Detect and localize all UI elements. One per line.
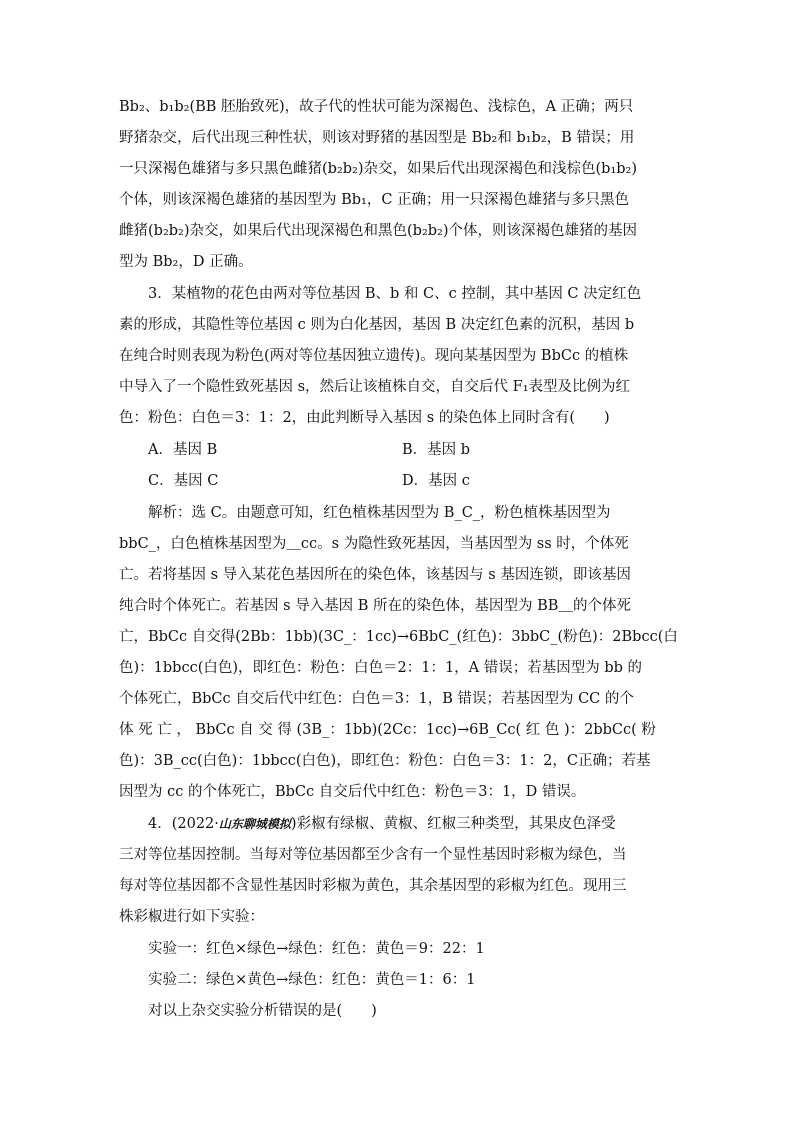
text-line: 一只深褐色雄猪与多只黑色雌猪(b₂b₂)杂交，如果后代出现深褐色和浅棕色(b₁b₂)	[119, 161, 638, 177]
text-line: 色)：3B_cc(白色)：1bbcc(白色)，即红色：粉色：白色＝3：1：2，C正确；若基	[119, 753, 651, 769]
option-a: A．基因 B	[148, 442, 218, 458]
text-line: 色：粉色：白色＝3：1：2，由此判断导入基因 s 的染色体上同时含有( )	[119, 410, 610, 426]
text-line: 型为 Bb₂，D 正确。	[119, 254, 253, 270]
text-line: 中导入了一个隐性致死基因 s，然后让该植株自交，自交后代 F₁表型及比例为红	[119, 379, 631, 395]
text-line: 个体，则该深褐色雄猪的基因型为 Bb₁，C 正确；用一只深褐色雄猪与多只黑色	[119, 192, 630, 208]
text-line: 体 死 亡 ， BbCc 自 交 得 (3B_：1bb)(2Cc：1cc)→6B_Cc( 红 色 )：2bbCc( 粉	[119, 722, 656, 738]
question-4-source: 山东聊城模拟	[218, 817, 291, 831]
text-line: 个体死亡，BbCc 自交后代中红色：白色＝3：1，B 错误；若基因型为 CC 的个	[119, 691, 634, 707]
text-line: 因型为 cc 的个体死亡，BbCc 自交后代中红色：粉色＝3：1，D 错误。	[119, 784, 586, 800]
question-4-lead: 4．(2022·	[148, 816, 219, 832]
text-line: 株彩椒进行如下实验：	[119, 909, 264, 925]
text-line: 素的形成，其隐性等位基因 c 则为白化基因，基因 B 决定红色素的沉积，基因 b	[119, 317, 635, 333]
text-line: 雌猪(b₂b₂)杂交，如果后代出现深褐色和黑色(b₂b₂)个体，则该深褐色雄猪的基因	[119, 223, 638, 239]
text-line: 纯合时个体死亡。若基因 s 导入基因 B 所在的染色体，基因型为 BB＿的个体死	[119, 598, 631, 614]
text-line: 野猪杂交，后代出现三种性状，则该对野猪的基因型是 Bb₂和 b₁b₂，B 错误；用	[119, 130, 635, 146]
experiment-1: 实验一：红色×绿色→绿色：红色：黄色＝9：22：1	[148, 941, 485, 957]
experiment-2: 实验二：绿色×黄色→绿色：红色：黄色＝1：6：1	[148, 972, 476, 988]
text-line: bbC_，白色植株基因型为＿cc。s 为隐性致死基因，当基因型为 ss 时，个体死	[119, 536, 629, 552]
option-d: D．基因 c	[402, 473, 470, 489]
text-line: 每对等位基因都不含显性基因时彩椒为黄色，其余基因型的彩椒为红色。现用三	[119, 878, 627, 894]
text-line: 亡。若将基因 s 导入某花色基因所在的染色体，该基因与 s 基因连锁，即该基因	[119, 567, 631, 583]
question-3-stem: 3．某植物的花色由两对等位基因 B、b 和 C、c 控制，其中基因 C 决定红色	[148, 286, 642, 302]
option-b: B．基因 b	[402, 442, 471, 458]
question-4-stem	[148, 814, 679, 834]
question-4-prompt: 对以上杂交实验分析错误的是( )	[148, 1003, 377, 1019]
text-line: 色)：1bbcc(白色)，即红色：粉色：白色＝2：1：1，A 错误；若基因型为 bb 的	[119, 660, 643, 676]
text-line: 三对等位基因控制。当每对等位基因都至少含有一个显性基因时彩椒为绿色，当	[119, 847, 627, 863]
question-4-rest: )彩椒有绿椒、黄椒、红椒三种类型，其果皮色泽受	[290, 816, 616, 832]
text-line: 亡，BbCc 自交得(2Bb：1bb)(3C_：1cc)→6BbC_(红色)：3bbC_(粉色)：2Bbcc(白	[119, 629, 678, 645]
answer-analysis: 解析：选 C。由题意可知，红色植株基因型为 B_C_，粉色植株基因型为	[148, 505, 611, 521]
text-line: 在纯合时则表现为粉色(两对等位基因独立遗传)。现向某基因型为 BbCc 的植株	[119, 348, 629, 364]
text-line: Bb₂、b₁b₂(BB 胚胎致死)，故子代的性状可能为深褐色、浅棕色，A 正确；两只	[119, 99, 634, 115]
option-c: C．基因 C	[148, 473, 219, 489]
